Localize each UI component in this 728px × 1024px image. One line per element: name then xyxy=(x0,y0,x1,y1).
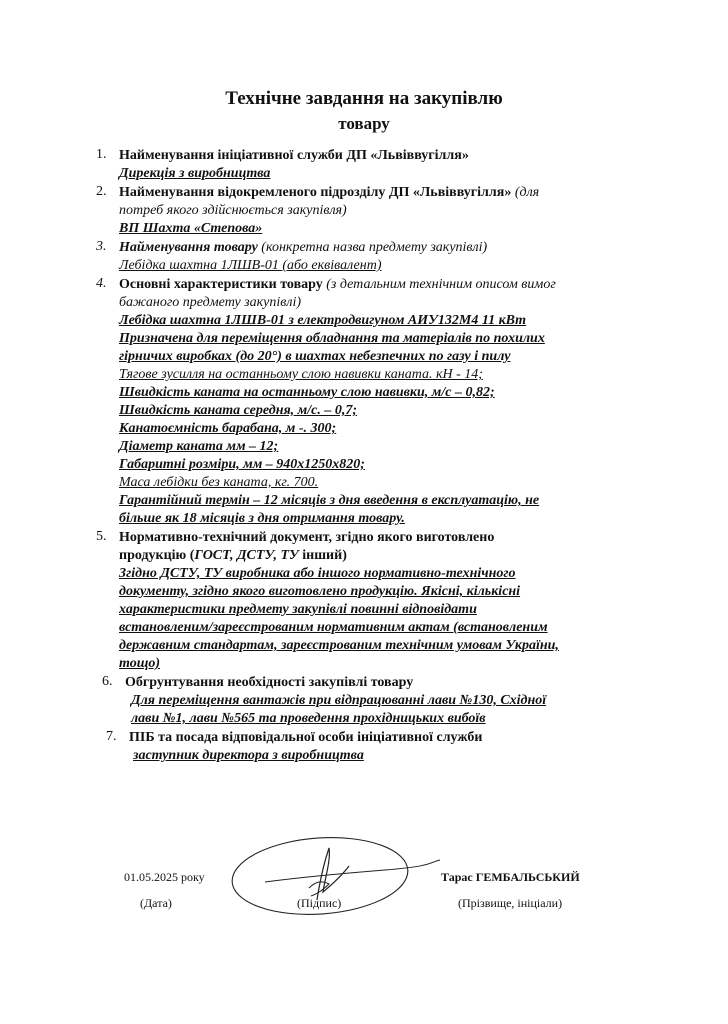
list-item-6 xyxy=(102,674,676,728)
item-number: 3. xyxy=(96,239,107,254)
item-number: 7. xyxy=(106,729,117,744)
spec-line: Маса лебідки без каната, кг. 700. xyxy=(119,475,319,490)
signature-block xyxy=(0,860,728,920)
item-value-line: Згідно ДСТУ, ТУ виробника або іншого нормативно-технічного xyxy=(119,566,516,581)
item-note-continued: потреб якого здійснюється закупівля) xyxy=(119,203,347,218)
item-value: заступник директора з виробництва xyxy=(133,748,364,763)
list-item-5 xyxy=(96,529,676,673)
item-heading: Найменування ініціативної служби ДП «Львіввугілля» xyxy=(119,148,469,163)
item-note: (з детальним технічним описом вимог xyxy=(326,277,556,292)
item-heading: Найменування товару xyxy=(119,240,258,255)
item-value-line: документу, згідно якого виготовлено продукцію. Якісні, кількісні xyxy=(119,584,521,599)
list-item-2 xyxy=(96,184,676,238)
signer-name: Тарас ГЕМБАЛЬСЬКИЙ xyxy=(441,870,580,884)
item-number: 5. xyxy=(96,529,107,544)
spec-line: Габаритні розміри, мм – 940х1250х820; xyxy=(119,457,365,472)
item-number: 4. xyxy=(96,276,107,291)
item-value-word: Лебідка xyxy=(119,258,166,273)
item-number: 1. xyxy=(96,147,107,162)
list-item-3 xyxy=(96,239,676,275)
item-value-line: характеристики предмету закупівлі повинні відповідати xyxy=(119,602,477,617)
item-heading: Найменування відокремленого підрозділу ДП «Львіввугілля» xyxy=(119,185,512,200)
item-value-line: встановленим/зареєстрованим нормативним актам (встановленим xyxy=(119,620,548,635)
item-value-line: державним стандартам, зареєстрованим технічним умовам України, xyxy=(119,638,559,653)
item-heading: Нормативно-технічний документ, згідно якого виготовлено xyxy=(119,530,495,545)
spec-line: більше як 18 місяців з дня отримання товару. xyxy=(119,511,405,526)
item-value: Дирекція з виробництва xyxy=(119,166,271,181)
spec-line: Лебідка шахтна 1ЛШВ-01 з електродвигуном АИУ132М4 11 кВт xyxy=(119,313,527,328)
spec-line: Швидкість каната на останньому слою навивки, м/с – 0,82; xyxy=(119,385,495,400)
item-value-line: тощо) xyxy=(119,656,161,671)
date-caption: (Дата) xyxy=(140,896,172,910)
item-value: шахтна 1ЛШВ-01 (або еквівалент) xyxy=(165,258,382,273)
item-heading: Обгрунтування необхідності закупівлі товару xyxy=(125,675,414,690)
spec-line: Гарантійний термін – 12 місяців з дня введення в експлуатацію, не xyxy=(119,493,540,508)
spec-line: гірничих виробках (до 20°) в шахтах небезпечних по газу і пилу xyxy=(119,349,511,364)
list-item-4 xyxy=(96,276,676,528)
signature-caption: (Підпис) xyxy=(297,896,342,910)
name-caption: (Прізвище, ініціали) xyxy=(458,896,563,910)
item-note-continued: бажаного предмету закупівлі) xyxy=(119,295,302,310)
item-value: ВП Шахта «Степова» xyxy=(119,221,263,236)
item-note: (для xyxy=(514,185,540,200)
spec-line: Швидкість каната середня, м/с. – 0,7; xyxy=(119,403,358,418)
spec-line: Діаметр каната мм – 12; xyxy=(119,439,279,454)
item-number: 6. xyxy=(102,674,113,689)
spec-line: Призначена для переміщення обладнання та матеріалів по похилих xyxy=(119,331,545,346)
spec-line: Тягове зусилля на останньому слою навивки каната. кН - 14; xyxy=(119,367,483,382)
requirements-list xyxy=(96,147,676,766)
item-heading: Основні характеристики товару xyxy=(119,277,323,292)
signature-date: 01.05.2025 року xyxy=(124,870,205,884)
item-value-line: Для переміщення вантажів при відпрацюванні лави №130, Східної xyxy=(131,693,547,708)
spec-line: Канатоємність барабана, м -. 300; xyxy=(119,421,337,436)
list-item-1 xyxy=(96,147,676,183)
item-note: (конкретна назва предмету закупівлі) xyxy=(261,240,488,255)
item-heading-standards: ГОСТ, ДСТУ, ТУ xyxy=(194,548,299,563)
document-title: Технічне завдання на закупівлю xyxy=(225,88,503,109)
document-subtitle: товару xyxy=(338,114,390,133)
item-heading: ПІБ та посада відповідальної особи ініціативної служби xyxy=(129,730,483,745)
item-number: 2. xyxy=(96,184,107,199)
item-heading-continued: продукцію ( xyxy=(119,548,195,563)
list-item-7 xyxy=(106,729,676,765)
item-heading-tail: інший) xyxy=(298,548,347,563)
item-value-line: лави №1, лави №565 та проведення прохідницьких вибоїв xyxy=(131,711,486,726)
